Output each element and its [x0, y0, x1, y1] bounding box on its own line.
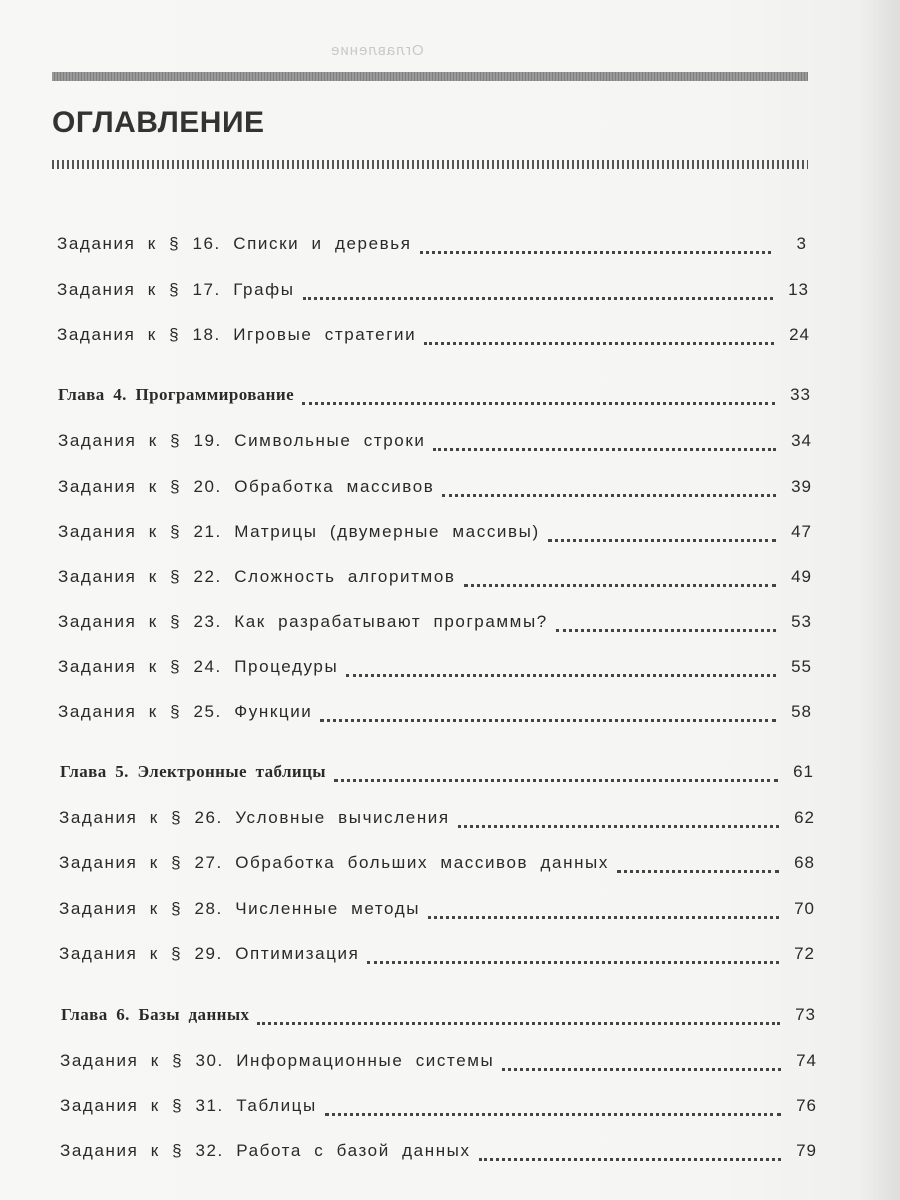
toc-entry-page: 79: [796, 1141, 817, 1160]
toc-entry-label: Задания к § 19. Символьные строки: [58, 431, 426, 450]
dot-leader: [420, 251, 771, 254]
toc-entry-page: 61: [793, 762, 814, 781]
toc-entry-label: Задания к § 28. Численные методы: [59, 899, 421, 918]
toc-entry-label: Задания к § 22. Сложность алгоритмов: [58, 567, 456, 586]
dot-leader: [424, 342, 774, 345]
toc-chapter-entry[interactable]: [60, 762, 814, 786]
dot-leader: [458, 825, 779, 828]
toc-entry[interactable]: [58, 702, 812, 726]
toc-entry[interactable]: [58, 567, 812, 591]
dot-leader: [346, 674, 776, 677]
dot-leader: [464, 584, 776, 587]
toc-entry-label: Задания к § 23. Как разрабатывают программы?: [58, 612, 548, 631]
toc-entry[interactable]: [60, 1051, 817, 1075]
toc-entry-label: Задания к § 29. Оптимизация: [59, 944, 360, 963]
toc-entry-page: 24: [789, 325, 810, 344]
dot-leader: [320, 719, 776, 722]
dot-leader: [428, 916, 779, 919]
toc-entry-page: 55: [791, 657, 812, 676]
toc-entry-page: 13: [788, 280, 809, 299]
toc-entry-label: Задания к § 27. Обработка больших массивов данных: [59, 853, 609, 872]
dot-leader: [479, 1158, 781, 1161]
toc-entry-page: 68: [794, 853, 815, 872]
toc-entry-page: 39: [791, 477, 812, 496]
toc-entry-page: 3: [796, 234, 807, 253]
page-title: ОГЛАВЛЕНИЕ: [52, 106, 265, 139]
toc-entry[interactable]: [58, 431, 812, 455]
running-head: Оглавление: [330, 42, 424, 59]
dot-leader: [303, 297, 773, 300]
toc-entry-page: 74: [796, 1051, 817, 1070]
toc-entry[interactable]: [59, 899, 815, 923]
dot-leader: [325, 1113, 781, 1116]
dot-leader: [548, 539, 776, 542]
toc-chapter-label: Глава 6. Базы данных: [61, 1005, 250, 1024]
toc-entry-page: 47: [791, 522, 812, 541]
toc-entry-label: Задания к § 20. Обработка массивов: [58, 477, 435, 496]
toc-entry[interactable]: [60, 1141, 817, 1165]
toc-entry-page: 73: [795, 1005, 816, 1024]
toc-entry-label: Задания к § 18. Игровые стратегии: [57, 325, 417, 344]
toc-entry-label: Задания к § 24. Процедуры: [58, 657, 339, 676]
dot-leader: [502, 1068, 781, 1071]
toc-entry-page: 72: [794, 944, 815, 963]
dot-leader: [334, 779, 778, 782]
toc-chapter-label: Глава 4. Программирование: [58, 385, 295, 404]
toc-entry-page: 62: [794, 808, 815, 827]
toc-entry-label: Задания к § 31. Таблицы: [60, 1096, 317, 1115]
toc-entry-label: Задания к § 32. Работа с базой данных: [60, 1141, 471, 1160]
toc-entry-label: Задания к § 25. Функции: [58, 702, 313, 721]
dot-leader: [367, 961, 779, 964]
toc-entry-page: 33: [790, 385, 811, 404]
toc-entry-label: Задания к § 21. Матрицы (двумерные массивы): [58, 522, 540, 541]
toc-entry-page: 49: [791, 567, 812, 586]
dot-leader: [257, 1022, 780, 1025]
dot-leader: [556, 629, 776, 632]
toc-entry-page: 53: [791, 612, 812, 631]
toc-entry[interactable]: [58, 522, 812, 546]
toc-entry-page: 76: [796, 1096, 817, 1115]
toc-entry-page: 70: [794, 899, 815, 918]
toc-entry[interactable]: [59, 808, 815, 832]
toc-entry-page: 58: [791, 702, 812, 721]
toc-entry[interactable]: [57, 325, 810, 349]
toc-chapter-entry[interactable]: [58, 385, 811, 409]
toc-entry-label: Задания к § 16. Списки и деревья: [57, 234, 412, 253]
toc-entry-label: Задания к § 30. Информационные системы: [60, 1051, 495, 1070]
toc-entry[interactable]: [59, 853, 815, 877]
toc-chapter-label: Глава 5. Электронные таблицы: [60, 762, 326, 781]
toc-entry[interactable]: [58, 657, 812, 681]
toc-entry[interactable]: [57, 234, 807, 258]
toc-entry[interactable]: [57, 280, 809, 304]
dot-leader: [302, 402, 775, 405]
dot-leader: [442, 494, 776, 497]
dot-leader: [617, 870, 779, 873]
toc-entry-label: Задания к § 17. Графы: [57, 280, 295, 299]
toc-entry-page: 34: [791, 431, 812, 450]
toc-entry[interactable]: [58, 612, 812, 636]
toc-entry-label: Задания к § 26. Условные вычисления: [59, 808, 450, 827]
toc-chapter-entry[interactable]: [61, 1005, 816, 1029]
dot-leader: [433, 448, 776, 451]
toc-entry[interactable]: [59, 944, 815, 968]
toc-entry[interactable]: [58, 477, 812, 501]
toc-entry[interactable]: [60, 1096, 817, 1120]
